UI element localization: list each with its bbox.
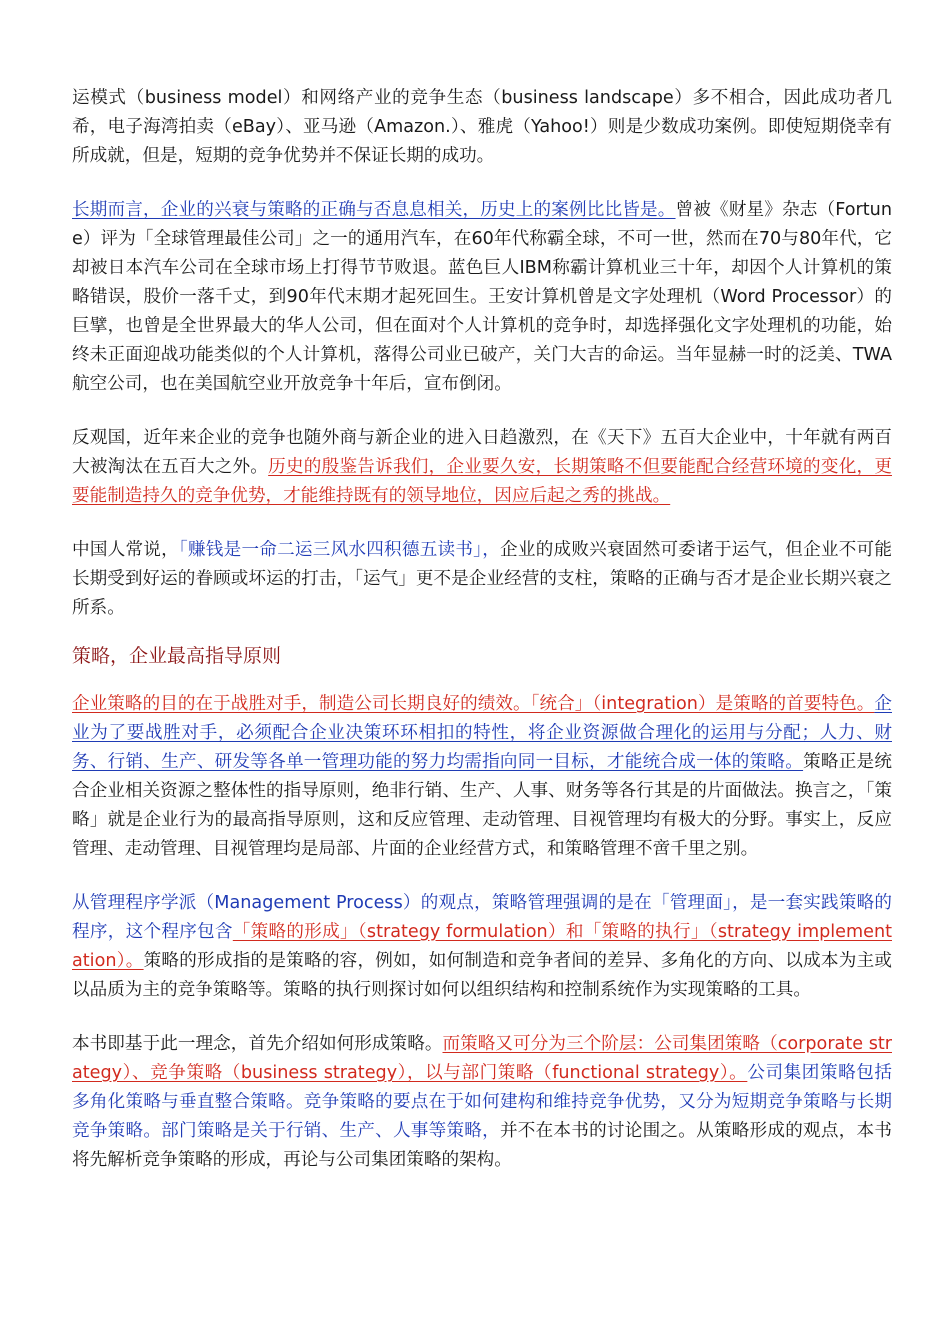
paragraph-4-text-a: 中国人常说， xyxy=(72,540,179,560)
corporate-strategy-highlight: 公司集团策略包括多角化策略与垂直整合策略。竞争策略的要点在于如何建构和维持竞争优势，又分为短期竞争策略与长期竞争策略。部门策略是关于行销、生产、人事等策略， xyxy=(72,1063,892,1141)
paragraph-3 xyxy=(72,424,892,511)
paragraph-2-text: 曾被《财星》杂志（Fortune）评为「全球管理最佳公司」之一的通用汽车，在60年代称霸全球，不可一世，然而在70与80年代，它却被日本汽车公司在全球市场上打得节节败退。蓝色巨人IBM称霸计算机业三十年，却因个人计算机的策略错误，股价一落千丈，到90年代末期才起死回生。王安计算机曾是文字处理机（Word Processor）的巨擘，也曾是全世界最大的华人公司，但在面对个人计算机的竞争时，却选择强化文字处理机的功能，始终未正面迎战功能类似的个人计算机，落得公司业已破产，关门大吉的命运。当年显赫一时的泛美、TWA航空公司，也在美国航空业开放竞争十年后，宣布倒闭。 xyxy=(72,200,892,394)
paragraph-7 xyxy=(72,1030,892,1175)
paragraph-6 xyxy=(72,889,892,1005)
document-page xyxy=(72,84,892,1200)
paragraph-5-text: 策略正是统合企业相关资源之整体性的指导原则，绝非行销、生产、人事、财务等各行其是的片面做法。换言之，「策略」就是企业行为的最高指导原则，这和反应管理、走动管理、目视管理均有极大的分野。事实上，反应管理、走动管理、目视管理均是局部、片面的企业经营方式，和策略管理不啻千里之别。 xyxy=(72,752,892,859)
management-process-highlight: 从管理程序学派（Management Process）的观点，策略管理强调的是在「管理面」，是一套实践策略的程序，这个程序包含 xyxy=(72,893,892,942)
history-lesson-link[interactable]: 历史的殷鉴告诉我们，企业要久安，长期策略不但要能配合经营环境的变化，更要能制造持久的竞争优势，才能维持既有的领导地位，因应后起之秀的挑战。 xyxy=(72,457,892,506)
integration-link[interactable]: 企业为了要战胜对手，必须配合企业决策环环相扣的特性，将企业资源做合理化的运用与分配；人力、财务、行销、生产、研发等各单一管理功能的努力均需指向同一目标，才能统合成一体的策略。 xyxy=(72,694,892,772)
paragraph-5 xyxy=(72,690,892,864)
paragraph-7-text-a: 本书即基于此一理念，首先介绍如何形成策略。 xyxy=(72,1034,443,1054)
paragraph-1-text: 运模式（business model）和网络产业的竞争生态（business landscape）多不相合，因此成功者几希，电子海湾拍卖（eBay）、亚马逊（Amazon.）、雅虎（Yahoo!）则是少数成功案例。即使短期侥幸有所成就，但是，短期的竞争优势并不保证长期的成功。 xyxy=(72,88,892,166)
paragraph-1 xyxy=(72,84,892,171)
paragraph-4-text-b: 企业的成败兴衰固然可委诸于运气，但企业不可能长期受到好运的眷顾或坏运的打击，「运气」更不是企业经营的支柱，策略的正确与否才是企业长期兴衰之所系。 xyxy=(72,540,892,618)
strategy-purpose-link[interactable]: 企业策略的目的在于战胜对手，制造公司长期良好的绩效。「统合」（integration）是策略的首要特色。 xyxy=(72,694,875,714)
paragraph-7-text-b: 并不在本书的讨论围之。从策略形成的观点，本书将先解析竞争策略的形成，再论与公司集团策略的架构。 xyxy=(72,1121,892,1170)
paragraph-2 xyxy=(72,196,892,399)
paragraph-4 xyxy=(72,536,892,623)
paragraph-3-text: 反观国，近年来企业的竞争也随外商与新企业的进入日趋激烈，在《天下》五百大企业中，十年就有两百大被淘汰在五百大之外。 xyxy=(72,428,892,477)
paragraph-6-text: 策略的形成指的是策略的容，例如，如何制造和竞争者间的差异、多角化的方向、以成本为主或以品质为主的竞争策略等。策略的执行则探讨如何以组织结构和控制系统作为实现策略的工具。 xyxy=(72,951,892,1000)
proverb-highlight: 「赚钱是一命二运三风水四积德五读书」， xyxy=(178,540,501,560)
strategy-levels-link[interactable]: 而策略又可分为三个阶层：公司集团策略（corporate strategy）、竞争策略（business strategy），以与部门策略（functional strategy）。 xyxy=(72,1034,892,1083)
history-link[interactable]: 长期而言，企业的兴衰与策略的正确与否息息相关，历史上的案例比比皆是。 xyxy=(72,200,676,220)
section-heading: 策略，企业最高指导原则 xyxy=(72,645,282,667)
strategy-formulation-link[interactable]: 「策略的形成」（strategy formulation）和「策略的执行」（strategy implementation）。 xyxy=(72,922,892,971)
